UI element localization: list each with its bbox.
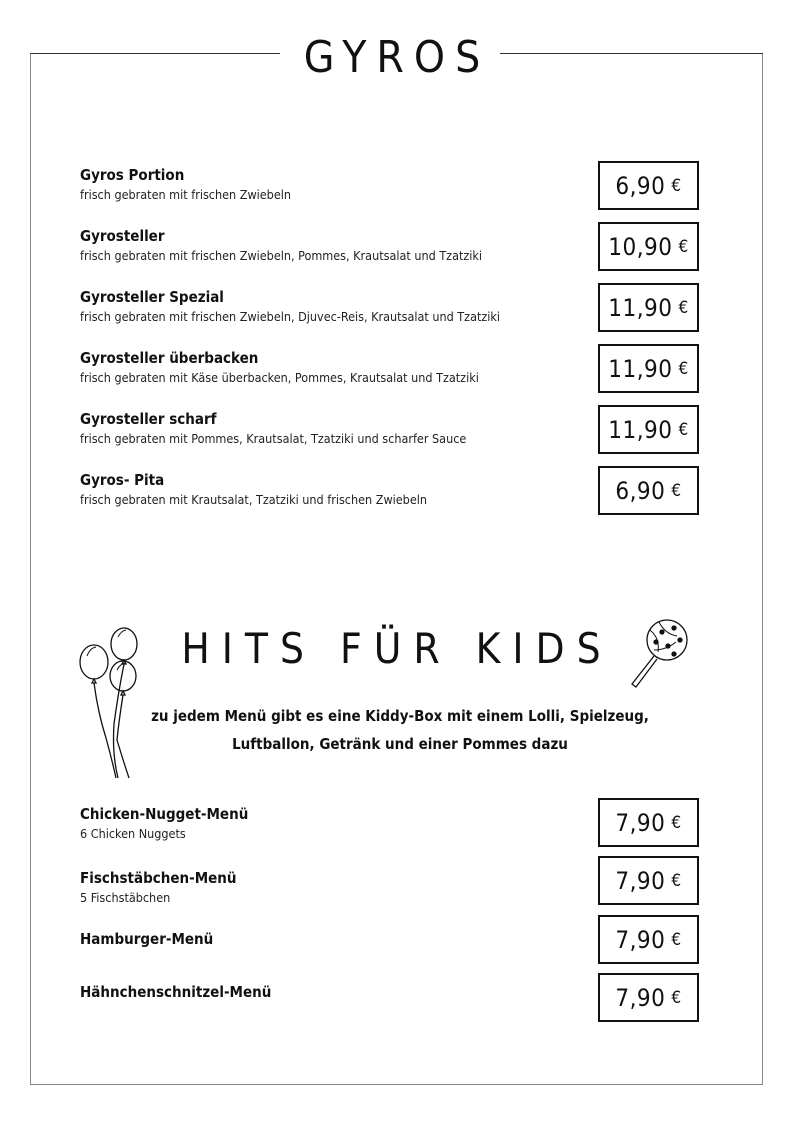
item-description: frisch gebraten mit Pommes, Krautsalat, Tzatziki und scharfer Sauce — [80, 431, 467, 446]
item-description: 6 Chicken Nuggets — [80, 826, 186, 841]
price-currency: € — [671, 870, 682, 891]
kids-price-4 — [598, 973, 699, 1022]
price-value: 7,90 — [615, 808, 666, 837]
item-description: frisch gebraten mit frischen Zwiebeln, Djuvec-Reis, Krautsalat und Tzatziki — [80, 309, 501, 324]
lollipop-icon — [624, 616, 694, 688]
price-currency: € — [678, 419, 689, 440]
item-name: Gyrosteller überbacken — [80, 349, 259, 367]
kids-item-2 — [80, 868, 580, 908]
gyros-item-6 — [80, 470, 580, 510]
item-name: Chicken-Nugget-Menü — [80, 805, 249, 823]
gyros-item-2 — [80, 226, 580, 266]
price-value: 11,90 — [608, 293, 673, 322]
price-currency: € — [671, 929, 682, 950]
price-value: 10,90 — [608, 232, 673, 261]
item-name: Hähnchenschnitzel-Menü — [80, 983, 272, 1001]
kids-item-1 — [80, 804, 580, 844]
item-name: Gyrosteller scharf — [80, 410, 217, 428]
gyros-price-5 — [598, 405, 699, 454]
price-value: 7,90 — [615, 866, 666, 895]
price-currency: € — [678, 358, 689, 379]
kids-item-4 — [80, 982, 580, 1002]
gyros-item-4 — [80, 348, 580, 388]
price-value: 6,90 — [615, 476, 666, 505]
item-name: Fischstäbchen-Menü — [80, 869, 237, 887]
gyros-item-5 — [80, 409, 580, 449]
gyros-price-2 — [598, 222, 699, 271]
gyros-price-6 — [598, 466, 699, 515]
price-value: 11,90 — [608, 415, 673, 444]
kids-price-2 — [598, 856, 699, 905]
item-description: frisch gebraten mit frischen Zwiebeln, Pommes, Krautsalat und Tzatziki — [80, 248, 483, 263]
item-description: frisch gebraten mit Käse überbacken, Pommes, Krautsalat und Tzatziki — [80, 370, 479, 385]
gyros-price-4 — [598, 344, 699, 393]
gyros-price-3 — [598, 283, 699, 332]
price-value: 11,90 — [608, 354, 673, 383]
gyros-item-3 — [80, 287, 580, 327]
kids-item-3 — [80, 929, 580, 949]
kids-price-3 — [598, 915, 699, 964]
price-currency: € — [671, 987, 682, 1008]
item-name: Gyrosteller Spezial — [80, 288, 224, 306]
price-value: 6,90 — [615, 171, 666, 200]
kids-price-1 — [598, 798, 699, 847]
item-name: Gyros Portion — [80, 166, 185, 184]
price-currency: € — [678, 297, 689, 318]
item-description: frisch gebraten mit Krautsalat, Tzatziki und frischen Zwiebeln — [80, 492, 428, 507]
kids-intro-text — [150, 702, 650, 758]
price-currency: € — [678, 236, 689, 257]
item-name: Gyrosteller — [80, 227, 165, 245]
kids-section-title: HITS FÜR KIDS — [181, 624, 613, 673]
price-currency: € — [671, 812, 682, 833]
item-name: Hamburger-Menü — [80, 930, 214, 948]
price-currency: € — [671, 175, 682, 196]
item-name: Gyros- Pita — [80, 471, 165, 489]
intro-line-1: zu jedem Menü gibt es eine Kiddy-Box mit einem Lolli, Spielzeug, — [151, 707, 649, 725]
gyros-item-1 — [80, 165, 580, 205]
price-value: 7,90 — [615, 925, 666, 954]
item-description: frisch gebraten mit frischen Zwiebeln — [80, 187, 291, 202]
item-description: 5 Fischstäbchen — [80, 890, 171, 905]
gyros-section-title: GYROS — [303, 32, 491, 83]
intro-line-2: Luftballon, Getränk und einer Pommes dazu — [232, 735, 568, 753]
price-value: 7,90 — [615, 983, 666, 1012]
gyros-price-1 — [598, 161, 699, 210]
price-currency: € — [671, 480, 682, 501]
